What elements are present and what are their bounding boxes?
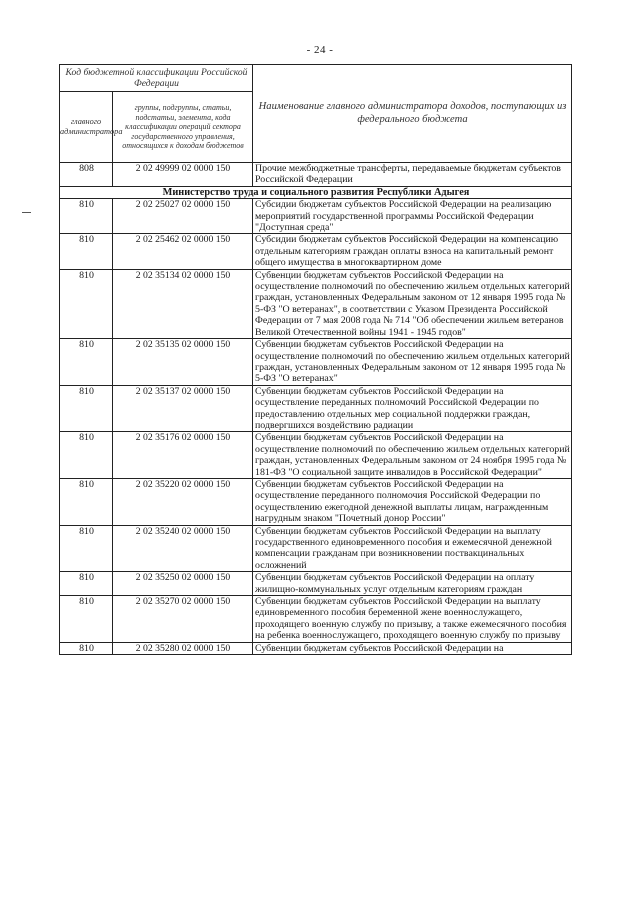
administrator-name-header: Наименование главного администратора доходов, поступающих из федерального бюджета <box>253 65 572 163</box>
kbk-code-cell: 2 02 35135 02 0000 150 <box>113 339 253 386</box>
revenue-name-cell: Субвенции бюджетам субъектов Российской Федерации на осуществление переданного полномочия Российской Федерации по осуществлению ежегодной денежной выплаты лицам, награжденным нагрудным знаком "Почетный донор России" <box>253 478 572 525</box>
section-title-row <box>60 186 572 198</box>
revenue-name-cell: Субвенции бюджетам субъектов Российской Федерации на оплату жилищно-коммунальных услуг отдельным категориям граждан <box>253 572 572 596</box>
kbk-code-cell: 2 02 35176 02 0000 150 <box>113 432 253 479</box>
admin-code-cell: 810 <box>60 596 113 643</box>
kbk-code-cell: 2 02 25027 02 0000 150 <box>113 199 253 234</box>
admin-code-cell: 810 <box>60 572 113 596</box>
admin-code-cell: 810 <box>60 199 113 234</box>
chief-administrator-header: главного администратора <box>60 92 113 163</box>
table-row <box>60 432 572 479</box>
table-row <box>60 642 572 654</box>
page-number: - 24 - <box>306 44 334 56</box>
revenue-name-cell: Субвенции бюджетам субъектов Российской Федерации на выплату единовременного пособия беременной жене военнослужащего, проходящего военную службу по призыву, а также ежемесячного пособия на ребенка военнослужащего, проходящего военную службу по призыву <box>253 596 572 643</box>
admin-code-cell: 810 <box>60 525 113 572</box>
admin-code-cell: 810 <box>60 385 113 432</box>
table-row <box>60 525 572 572</box>
revenue-name-cell: Субвенции бюджетам субъектов Российской Федерации на <box>253 642 572 654</box>
table-row <box>60 478 572 525</box>
revenue-name-cell: Субсидии бюджетам субъектов Российской Федерации на реализацию мероприятий государственной программы Российской Федерации "Доступная среда" <box>253 199 572 234</box>
admin-code-cell: 810 <box>60 234 113 269</box>
table-body <box>60 199 572 655</box>
revenue-name-cell: Субсидии бюджетам субъектов Российской Федерации на компенсацию отдельным категориям граждан оплаты взноса на капитальный ремонт общего имущества в многоквартирном доме <box>253 234 572 269</box>
table-row <box>60 385 572 432</box>
table-header-row-top <box>60 65 572 92</box>
groups-subgroups-header: группы, подгруппы, статьи, подстатьи, элемента, кода классификации операций сектора государственного управления, относящихся к доходам бюджетов <box>113 92 253 163</box>
admin-code-cell: 810 <box>60 642 113 654</box>
kbk-code-cell: 2 02 49999 02 0000 150 <box>113 163 253 187</box>
admin-code-cell: 810 <box>60 478 113 525</box>
margin-mark <box>22 212 31 213</box>
revenue-name-cell: Субвенции бюджетам субъектов Российской Федерации на осуществление полномочий по обеспечению жильем отдельных категорий граждан, установленных Федеральным законом от 12 января 1995 года № 5-ФЗ "О ветеранах", в соответствии с Указом Президента Российской Федерации от 7 мая 2008 года № 714 "Об обеспечении жильем ветеранов Великой Отечественной войны 1941 - 1945 годов" <box>253 269 572 338</box>
table-row <box>60 339 572 386</box>
revenue-name-cell: Субвенции бюджетам субъектов Российской Федерации на осуществление переданных полномочий Российской Федерации по предоставлению отдельных мер социальной поддержки граждан, подвергшихся воздействию радиации <box>253 385 572 432</box>
kbk-code-cell: 2 02 35240 02 0000 150 <box>113 525 253 572</box>
revenue-name-cell: Субвенции бюджетам субъектов Российской Федерации на осуществление полномочий по обеспечению жильем отдельных категорий граждан, установленных Федеральным законом от 24 ноября 1995 года № 181-ФЗ "О социальной защите инвалидов в Российской Федерации" <box>253 432 572 479</box>
revenue-name-cell: Субвенции бюджетам субъектов Российской Федерации на выплату государственного единовременного пособия и ежемесячной денежной компенсации гражданам при возникновении поствакцинальных осложнений <box>253 525 572 572</box>
table-row <box>60 163 572 187</box>
admin-code-cell: 810 <box>60 269 113 338</box>
kbk-code-cell: 2 02 35220 02 0000 150 <box>113 478 253 525</box>
admin-code-cell: 810 <box>60 432 113 479</box>
kbk-code-cell: 2 02 35270 02 0000 150 <box>113 596 253 643</box>
kbk-code-cell: 2 02 35134 02 0000 150 <box>113 269 253 338</box>
budget-classification-table <box>59 64 572 655</box>
revenue-name-cell: Прочие межбюджетные трансферты, передаваемые бюджетам субъектов Российской Федерации <box>253 163 572 187</box>
table-row <box>60 572 572 596</box>
table-row <box>60 234 572 269</box>
section-title: Министерство труда и социального развития Республики Адыгея <box>60 186 572 198</box>
table-row <box>60 269 572 338</box>
budget-code-group-header: Код бюджетной классификации Российской Федерации <box>60 65 253 92</box>
admin-code-cell: 810 <box>60 339 113 386</box>
kbk-code-cell: 2 02 35250 02 0000 150 <box>113 572 253 596</box>
admin-code-cell: 808 <box>60 163 113 187</box>
kbk-code-cell: 2 02 35280 02 0000 150 <box>113 642 253 654</box>
kbk-code-cell: 2 02 35137 02 0000 150 <box>113 385 253 432</box>
table-row <box>60 596 572 643</box>
table-row <box>60 199 572 234</box>
revenue-name-cell: Субвенции бюджетам субъектов Российской Федерации на осуществление полномочий по обеспечению жильем отдельных категорий граждан, установленных Федеральным законом от 12 января 1995 года № 5-ФЗ "О ветеранах" <box>253 339 572 386</box>
kbk-code-cell: 2 02 25462 02 0000 150 <box>113 234 253 269</box>
